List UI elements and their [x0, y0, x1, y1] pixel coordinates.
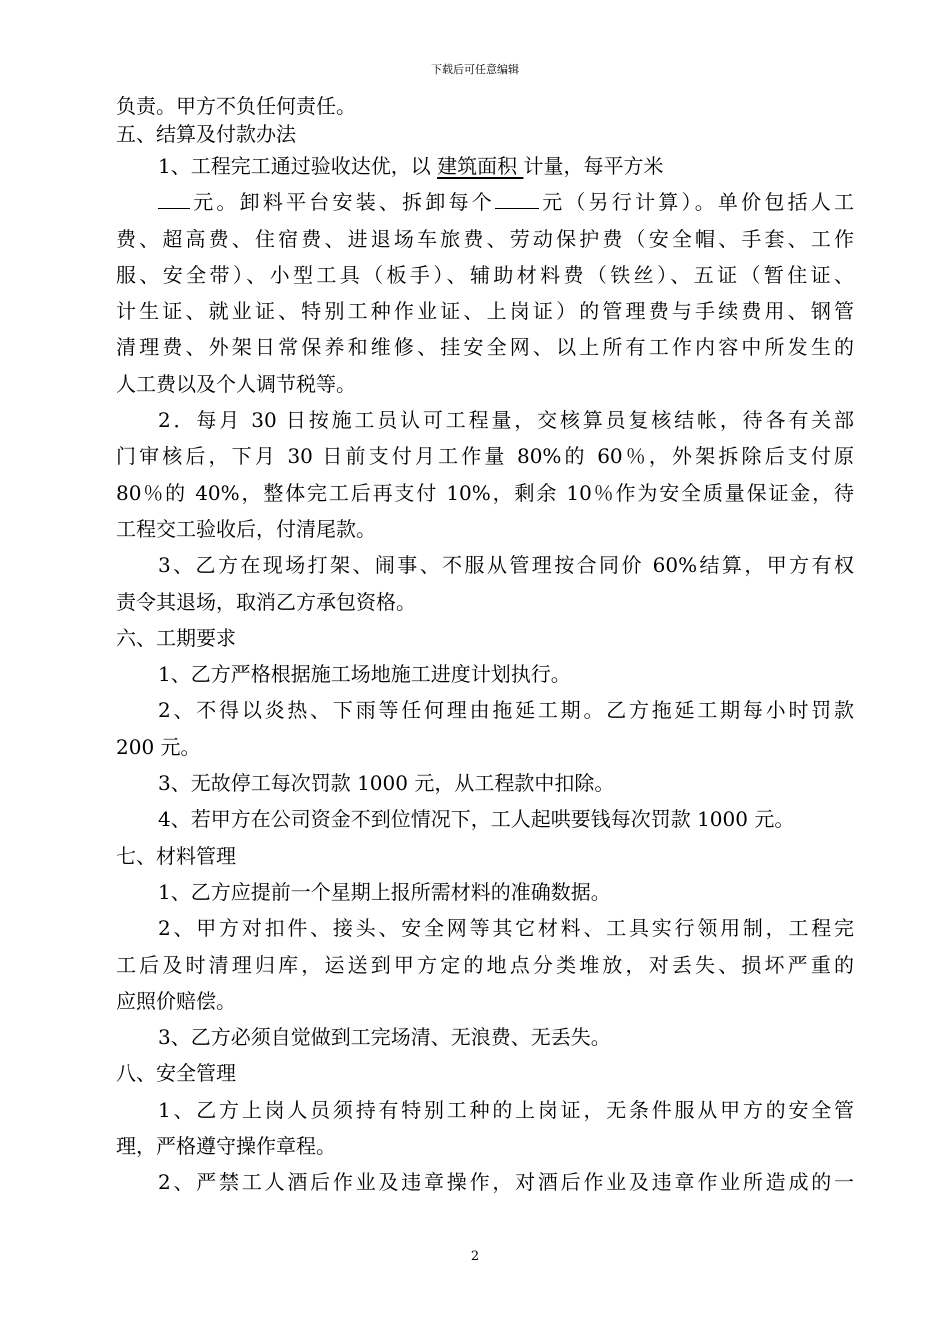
- page-number: 2: [470, 1249, 480, 1264]
- paragraph-line: 2、不得以炎热、下雨等任何理由拖延工期。乙方拖延工期每小时罚款: [158, 698, 854, 723]
- paragraph-line: 2、严禁工人酒后作业及违章操作，对酒后作业及违章作业所造成的一: [158, 1170, 854, 1195]
- paragraph-line: 计生证、就业证、特别工种作业证、上岗证）的管理费与手续费用、钢管: [116, 299, 854, 324]
- paragraph-line: 200 元。: [116, 734, 201, 759]
- text-span: 1、工程完工通过验收达优，以: [158, 154, 438, 178]
- paragraph-line: 1、乙方应提前一个星期上报所需材料的准确数据。: [158, 879, 611, 904]
- paragraph-line: [116, 184, 854, 220]
- paragraph-line: 3、乙方在现场打架、闹事、不服从管理按合同价 60%结算，甲方有权: [158, 553, 854, 578]
- paragraph-line: 1、乙方上岗人员须持有特别工种的上岗证，无条件服从甲方的安全管: [158, 1097, 854, 1122]
- measure-basis-field: 建筑面积: [437, 154, 524, 178]
- paragraph-line: 80％的 40%，整体完工后再支付 10%，剩余 10％作为安全质量保证金，待: [116, 480, 854, 505]
- paragraph-line: 1、乙方严格根据施工场地施工进度计划执行。: [158, 662, 571, 687]
- paragraph-line: 理，严格遵守操作章程。: [116, 1134, 336, 1159]
- text-span: 计量，每平方米: [523, 154, 664, 178]
- text-span: 元（另行计算）。单价包括人工: [539, 190, 854, 215]
- paragraph-line: 3、无故停工每次罚款 1000 元，从工程款中扣除。: [158, 771, 615, 796]
- paragraph-line: 应照价赔偿。: [116, 988, 236, 1013]
- paragraph-line: 2、甲方对扣件、接头、安全网等其它材料、工具实行领用制，工程完: [158, 916, 854, 941]
- section-heading-schedule: 六、工期要求: [116, 625, 236, 650]
- section-heading-settlement: 五、结算及付款办法: [116, 122, 296, 146]
- paragraph-line: 清理费、外架日常保养和维修、挂安全网、以上所有工作内容中所发生的: [116, 335, 854, 360]
- paragraph-line: 工后及时清理归库，运送到甲方定的地点分类堆放，对丢失、损坏严重的: [116, 952, 854, 977]
- paragraph-line: 责令其退场，取消乙方承包资格。: [116, 589, 416, 614]
- text-span: 元。卸料平台安装、拆卸每个: [190, 190, 495, 215]
- paragraph-line: 负责。甲方不负任何责任。: [116, 94, 356, 118]
- paragraph-line: 4、若甲方在公司资金不到位情况下，工人起哄要钱每次罚款 1000 元。: [158, 807, 795, 832]
- document-body: [116, 92, 854, 1201]
- section-heading-safety: 八、安全管理: [116, 1061, 236, 1086]
- platform-price-blank: [495, 184, 539, 209]
- paragraph-line: 门审核后，下月 30 日前支付月工作量 80%的 60％，外架拆除后支付原: [116, 444, 854, 469]
- paragraph-line: [116, 148, 854, 184]
- section-heading-materials: 七、材料管理: [116, 843, 236, 868]
- paragraph-line: 2．每月 30 日按施工员认可工程量，交核算员复核结帐，待各有关部: [158, 408, 854, 433]
- unit-price-blank: [158, 184, 190, 209]
- paragraph-line: 费、超高费、住宿费、进退场车旅费、劳动保护费（安全帽、手套、工作: [116, 226, 854, 251]
- page-header: 下载后可任意编辑: [431, 63, 519, 76]
- paragraph-line: 工程交工验收后，付清尾款。: [116, 516, 376, 541]
- paragraph-line: 服、安全带）、小型工具（板手）、辅助材料费（铁丝）、五证（暂住证、: [116, 262, 854, 287]
- paragraph-line: 3、乙方必须自觉做到工完场清、无浪费、无丢失。: [158, 1025, 611, 1050]
- paragraph-line: 人工费以及个人调节税等。: [116, 371, 356, 396]
